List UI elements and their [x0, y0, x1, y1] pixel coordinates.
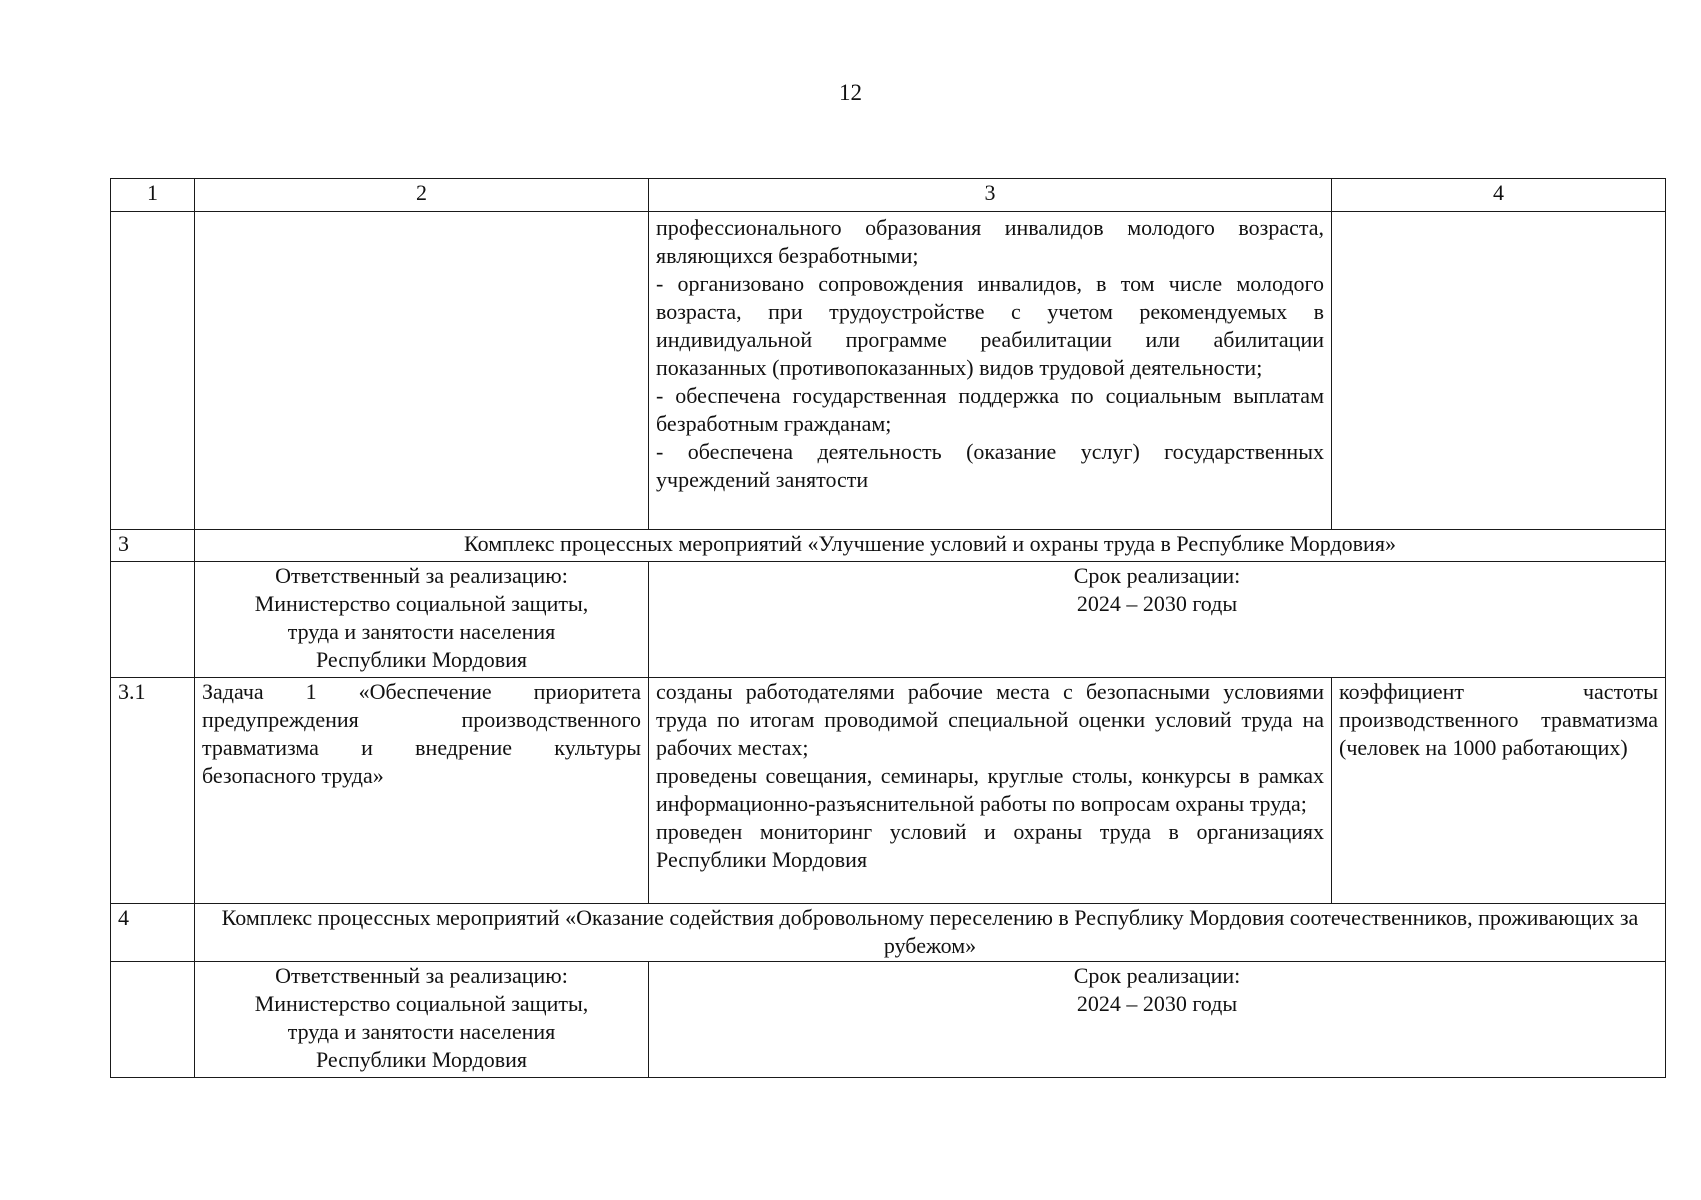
section-3-info-empty — [111, 562, 195, 678]
task-3-1-number: 3.1 — [111, 678, 195, 904]
page-number: 12 — [839, 80, 862, 105]
continuation-indicator-cell — [1332, 212, 1666, 530]
section-3-title-row — [111, 530, 1666, 562]
header-col-3: 3 — [649, 179, 1332, 212]
continuation-row — [111, 212, 1666, 530]
continuation-task-cell — [195, 212, 649, 530]
table-header-row — [111, 179, 1666, 212]
section-4-info-row — [111, 962, 1666, 1078]
term-label: Срок реализации: — [1073, 963, 1241, 988]
section-4-title: Комплекс процессных мероприятий «Оказание содействия добровольному переселению в Республику Мордовия соотечественников, проживающих за рубежом» — [195, 904, 1666, 962]
section-3-number: 3 — [111, 530, 195, 562]
section-4-term — [649, 962, 1666, 1078]
section-4-responsible — [195, 962, 649, 1078]
continuation-num-cell — [111, 212, 195, 530]
header-col-1: 1 — [111, 179, 195, 212]
section-4-info-empty — [111, 962, 195, 1078]
responsible-org-line: Республики Мордовия — [315, 647, 528, 672]
responsible-org-line: Министерство социальной защиты, — [254, 991, 589, 1016]
responsible-label: Ответственный за реализацию: — [275, 563, 568, 588]
section-3-term — [649, 562, 1666, 678]
header-col-2: 2 — [195, 179, 649, 212]
continuation-results-cell — [649, 212, 1332, 530]
section-4-number: 4 — [111, 904, 195, 962]
task-text: Задача 1 «Обеспечение приоритета предупреждения производственного травматизма и внедрение культуры безопасного труда» — [202, 679, 641, 788]
section-3-info-row — [111, 562, 1666, 678]
section-4-title-row — [111, 904, 1666, 962]
task-result-line: созданы работодателями рабочие места с безопасными условиями труда по итогам проводимой специальной оценки условий труда на рабочих местах; — [656, 679, 1324, 760]
responsible-org-line: труда и занятости населения — [287, 619, 556, 644]
continuation-result-line: - обеспечена государственная поддержка по социальным выплатам безработным гражданам; — [656, 383, 1324, 436]
task-result-line: проведен мониторинг условий и охраны труда в организациях Республики Мордовия — [656, 819, 1324, 872]
continuation-result-line: - обеспечена деятельность (оказание услуг) государственных учреждений занятости — [656, 439, 1324, 492]
term-label: Срок реализации: — [1073, 563, 1241, 588]
task-3-1-row — [111, 678, 1666, 904]
responsible-label: Ответственный за реализацию: — [275, 963, 568, 988]
indicator-text: коэффициент частоты производственного травматизма (человек на 1000 работающих) — [1339, 679, 1658, 760]
task-result-line: проведены совещания, семинары, круглые столы, конкурсы в рамках информационно-разъяснительной работы по вопросам охраны труда; — [656, 763, 1324, 816]
measures-table — [110, 178, 1666, 1078]
term-value: 2024 – 2030 годы — [1076, 591, 1238, 616]
continuation-result-line: профессионального образования инвалидов молодого возраста, являющихся безработными; — [656, 215, 1324, 268]
task-3-1-description — [195, 678, 649, 904]
responsible-org-line: Республики Мордовия — [315, 1047, 528, 1072]
term-value: 2024 – 2030 годы — [1076, 991, 1238, 1016]
task-3-1-indicator — [1332, 678, 1666, 904]
responsible-org-line: труда и занятости населения — [287, 1019, 556, 1044]
header-col-4: 4 — [1332, 179, 1666, 212]
task-3-1-results — [649, 678, 1332, 904]
section-3-responsible — [195, 562, 649, 678]
section-3-title: Комплекс процессных мероприятий «Улучшение условий и охраны труда в Республике Мордовия» — [195, 530, 1666, 562]
continuation-result-line: - организовано сопровождения инвалидов, в том числе молодого возраста, при трудоустройстве с учетом рекомендуемых в индивидуальной программе реабилитации или абилитации показанных (противопоказанных) видов трудовой деятельности; — [656, 271, 1324, 380]
responsible-org-line: Министерство социальной защиты, — [254, 591, 589, 616]
